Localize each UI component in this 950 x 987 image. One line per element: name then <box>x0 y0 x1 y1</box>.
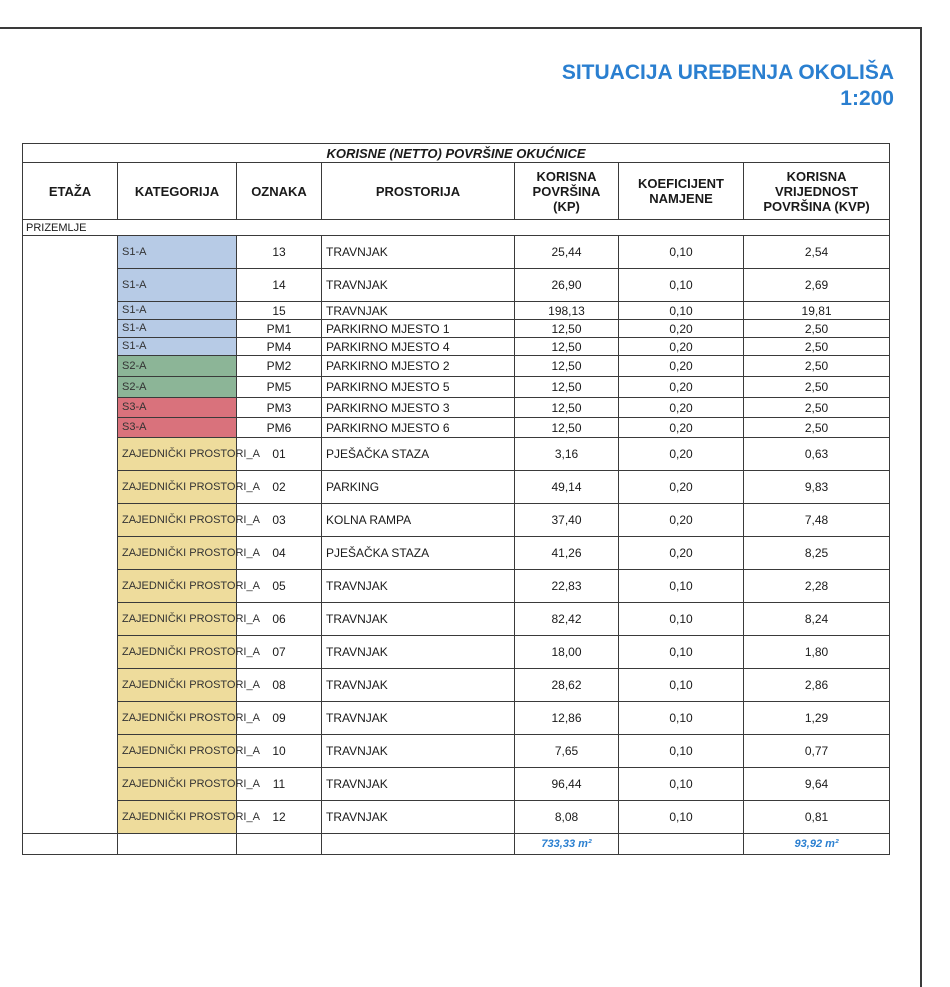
cell-kp: 12,86 <box>515 702 619 735</box>
cell-kp: 7,65 <box>515 735 619 768</box>
cell-koef: 0,10 <box>619 236 744 269</box>
cell-koef: 0,20 <box>619 471 744 504</box>
cell-prostorija: PARKIRNO MJESTO 1 <box>322 320 515 338</box>
cell-kategorija: S3-A <box>118 398 237 418</box>
header-kvp: KORISNA VRIJEDNOST POVRŠINA (KVP) <box>744 163 890 220</box>
table-row <box>23 320 890 338</box>
cell-koef: 0,20 <box>619 418 744 438</box>
cell-kp: 12,50 <box>515 356 619 377</box>
cell-oznaka: 08 <box>237 669 322 702</box>
cell-prostorija: TRAVNJAK <box>322 302 515 320</box>
totals-empty-cell <box>322 834 515 855</box>
cell-oznaka: 13 <box>237 236 322 269</box>
cell-prostorija: TRAVNJAK <box>322 702 515 735</box>
table-row <box>23 702 890 735</box>
cell-oznaka: 10 <box>237 735 322 768</box>
table-row <box>23 356 890 377</box>
cell-koef: 0,20 <box>619 537 744 570</box>
cell-oznaka: 02 <box>237 471 322 504</box>
totals-empty-cell <box>237 834 322 855</box>
cell-prostorija: PJEŠAČKA STAZA <box>322 438 515 471</box>
cell-prostorija: TRAVNJAK <box>322 735 515 768</box>
cell-kvp: 0,77 <box>744 735 890 768</box>
cell-kvp: 2,69 <box>744 269 890 302</box>
cell-kp: 198,13 <box>515 302 619 320</box>
cell-kp: 37,40 <box>515 504 619 537</box>
cell-kategorija: ZAJEDNIČKI PROSTORI_A <box>118 438 237 471</box>
cell-oznaka: 03 <box>237 504 322 537</box>
cell-oznaka: PM1 <box>237 320 322 338</box>
cell-oznaka: 14 <box>237 269 322 302</box>
totals-row <box>23 834 890 855</box>
table-row <box>23 438 890 471</box>
cell-prostorija: TRAVNJAK <box>322 269 515 302</box>
cell-kvp: 2,50 <box>744 377 890 398</box>
table-row <box>23 377 890 398</box>
cell-kp: 12,50 <box>515 338 619 356</box>
cell-oznaka: 09 <box>237 702 322 735</box>
header-koef: KOEFICIJENT NAMJENE <box>619 163 744 220</box>
cell-kvp: 9,64 <box>744 768 890 801</box>
cell-kp: 12,50 <box>515 320 619 338</box>
cell-prostorija: TRAVNJAK <box>322 570 515 603</box>
cell-kategorija: ZAJEDNIČKI PROSTORI_A <box>118 669 237 702</box>
cell-oznaka: 07 <box>237 636 322 669</box>
cell-prostorija: KOLNA RAMPA <box>322 504 515 537</box>
cell-kvp: 8,25 <box>744 537 890 570</box>
cell-kategorija: ZAJEDNIČKI PROSTORI_A <box>118 603 237 636</box>
cell-prostorija: TRAVNJAK <box>322 768 515 801</box>
cell-kp: 22,83 <box>515 570 619 603</box>
table-row <box>23 537 890 570</box>
cell-kategorija: ZAJEDNIČKI PROSTORI_A <box>118 537 237 570</box>
cell-oznaka: 12 <box>237 801 322 834</box>
cell-koef: 0,10 <box>619 768 744 801</box>
cell-kp: 41,26 <box>515 537 619 570</box>
cell-kp: 12,50 <box>515 377 619 398</box>
section-label: PRIZEMLJE <box>23 220 890 236</box>
cell-kp: 26,90 <box>515 269 619 302</box>
totals-empty-cell <box>619 834 744 855</box>
net-area-table <box>22 143 890 855</box>
cell-kp: 12,50 <box>515 398 619 418</box>
cell-kvp: 0,81 <box>744 801 890 834</box>
cell-koef: 0,10 <box>619 636 744 669</box>
table-row <box>23 236 890 269</box>
cell-kategorija: S2-A <box>118 377 237 398</box>
cell-koef: 0,20 <box>619 504 744 537</box>
table-caption: KORISNE (NETTO) POVRŠINE OKUĆNICE <box>23 144 890 163</box>
cell-kvp: 1,29 <box>744 702 890 735</box>
cell-oznaka: PM5 <box>237 377 322 398</box>
table-row <box>23 669 890 702</box>
totals-empty-cell <box>23 834 118 855</box>
cell-kategorija: ZAJEDNIČKI PROSTORI_A <box>118 471 237 504</box>
cell-koef: 0,10 <box>619 801 744 834</box>
cell-prostorija: PJEŠAČKA STAZA <box>322 537 515 570</box>
cell-kategorija: S1-A <box>118 338 237 356</box>
cell-prostorija: PARKING <box>322 471 515 504</box>
cell-kvp: 2,50 <box>744 398 890 418</box>
cell-koef: 0,20 <box>619 320 744 338</box>
cell-oznaka: 06 <box>237 603 322 636</box>
cell-kategorija: S1-A <box>118 236 237 269</box>
table-row <box>23 269 890 302</box>
table-row <box>23 418 890 438</box>
cell-kp: 3,16 <box>515 438 619 471</box>
header-oznaka: OZNAKA <box>237 163 322 220</box>
cell-kvp: 8,24 <box>744 603 890 636</box>
cell-kvp: 2,50 <box>744 418 890 438</box>
cell-prostorija: TRAVNJAK <box>322 603 515 636</box>
table-row <box>23 636 890 669</box>
header-etaza: ETAŽA <box>23 163 118 220</box>
table-row <box>23 504 890 537</box>
cell-koef: 0,10 <box>619 735 744 768</box>
cell-kvp: 9,83 <box>744 471 890 504</box>
cell-kategorija: S1-A <box>118 302 237 320</box>
cell-koef: 0,20 <box>619 356 744 377</box>
cell-kp: 96,44 <box>515 768 619 801</box>
cell-kvp: 2,28 <box>744 570 890 603</box>
cell-koef: 0,10 <box>619 702 744 735</box>
cell-koef: 0,20 <box>619 438 744 471</box>
cell-koef: 0,10 <box>619 269 744 302</box>
cell-oznaka: 15 <box>237 302 322 320</box>
cell-prostorija: PARKIRNO MJESTO 6 <box>322 418 515 438</box>
cell-koef: 0,20 <box>619 377 744 398</box>
cell-koef: 0,10 <box>619 570 744 603</box>
drawing-scale: 1:200 <box>840 87 894 110</box>
cell-kvp: 7,48 <box>744 504 890 537</box>
table-row <box>23 338 890 356</box>
totals-empty-cell <box>118 834 237 855</box>
cell-prostorija: TRAVNJAK <box>322 801 515 834</box>
total-kp: 733,33 m² <box>515 834 619 855</box>
cell-kategorija: ZAJEDNIČKI PROSTORI_A <box>118 801 237 834</box>
table-row <box>23 801 890 834</box>
header-kategorija: KATEGORIJA <box>118 163 237 220</box>
table-row <box>23 398 890 418</box>
cell-koef: 0,20 <box>619 398 744 418</box>
cell-prostorija: PARKIRNO MJESTO 5 <box>322 377 515 398</box>
cell-prostorija: PARKIRNO MJESTO 2 <box>322 356 515 377</box>
cell-kategorija: ZAJEDNIČKI PROSTORI_A <box>118 768 237 801</box>
table-row <box>23 768 890 801</box>
cell-prostorija: TRAVNJAK <box>322 669 515 702</box>
drawing-title <box>562 60 894 112</box>
cell-kvp: 1,80 <box>744 636 890 669</box>
cell-kvp: 2,50 <box>744 338 890 356</box>
cell-kategorija: S1-A <box>118 269 237 302</box>
cell-kp: 18,00 <box>515 636 619 669</box>
header-kp: KORISNA POVRŠINA (KP) <box>515 163 619 220</box>
cell-kategorija: ZAJEDNIČKI PROSTORI_A <box>118 570 237 603</box>
cell-kategorija: S3-A <box>118 418 237 438</box>
table-row <box>23 735 890 768</box>
cell-kp: 8,08 <box>515 801 619 834</box>
cell-kvp: 19,81 <box>744 302 890 320</box>
cell-kategorija: ZAJEDNIČKI PROSTORI_A <box>118 735 237 768</box>
cell-kategorija: ZAJEDNIČKI PROSTORI_A <box>118 636 237 669</box>
cell-prostorija: TRAVNJAK <box>322 636 515 669</box>
cell-koef: 0,10 <box>619 603 744 636</box>
table-row <box>23 570 890 603</box>
total-kvp: 93,92 m² <box>744 834 890 855</box>
cell-kp: 49,14 <box>515 471 619 504</box>
cell-oznaka: 04 <box>237 537 322 570</box>
cell-oznaka: PM2 <box>237 356 322 377</box>
header-prostorija: PROSTORIJA <box>322 163 515 220</box>
cell-kp: 28,62 <box>515 669 619 702</box>
table-row <box>23 302 890 320</box>
table-row <box>23 471 890 504</box>
table-body <box>23 220 890 855</box>
cell-oznaka: PM6 <box>237 418 322 438</box>
cell-oznaka: PM3 <box>237 398 322 418</box>
cell-koef: 0,10 <box>619 302 744 320</box>
cell-kp: 12,50 <box>515 418 619 438</box>
cell-kategorija: S1-A <box>118 320 237 338</box>
cell-oznaka: PM4 <box>237 338 322 356</box>
cell-prostorija: PARKIRNO MJESTO 3 <box>322 398 515 418</box>
cell-prostorija: TRAVNJAK <box>322 236 515 269</box>
cell-koef: 0,20 <box>619 338 744 356</box>
cell-kategorija: S2-A <box>118 356 237 377</box>
table-row <box>23 603 890 636</box>
cell-oznaka: 05 <box>237 570 322 603</box>
cell-kategorija: ZAJEDNIČKI PROSTORI_A <box>118 504 237 537</box>
cell-kvp: 2,54 <box>744 236 890 269</box>
cell-kp: 25,44 <box>515 236 619 269</box>
cell-kp: 82,42 <box>515 603 619 636</box>
drawing-title-name: SITUACIJA UREĐENJA OKOLIŠA <box>561 61 894 84</box>
cell-kvp: 2,86 <box>744 669 890 702</box>
cell-kategorija: ZAJEDNIČKI PROSTORI_A <box>118 702 237 735</box>
cell-prostorija: PARKIRNO MJESTO 4 <box>322 338 515 356</box>
etaza-cell <box>23 236 118 834</box>
cell-kvp: 2,50 <box>744 320 890 338</box>
cell-koef: 0,10 <box>619 669 744 702</box>
cell-kvp: 0,63 <box>744 438 890 471</box>
cell-kvp: 2,50 <box>744 356 890 377</box>
cell-oznaka: 01 <box>237 438 322 471</box>
cell-oznaka: 11 <box>237 768 322 801</box>
